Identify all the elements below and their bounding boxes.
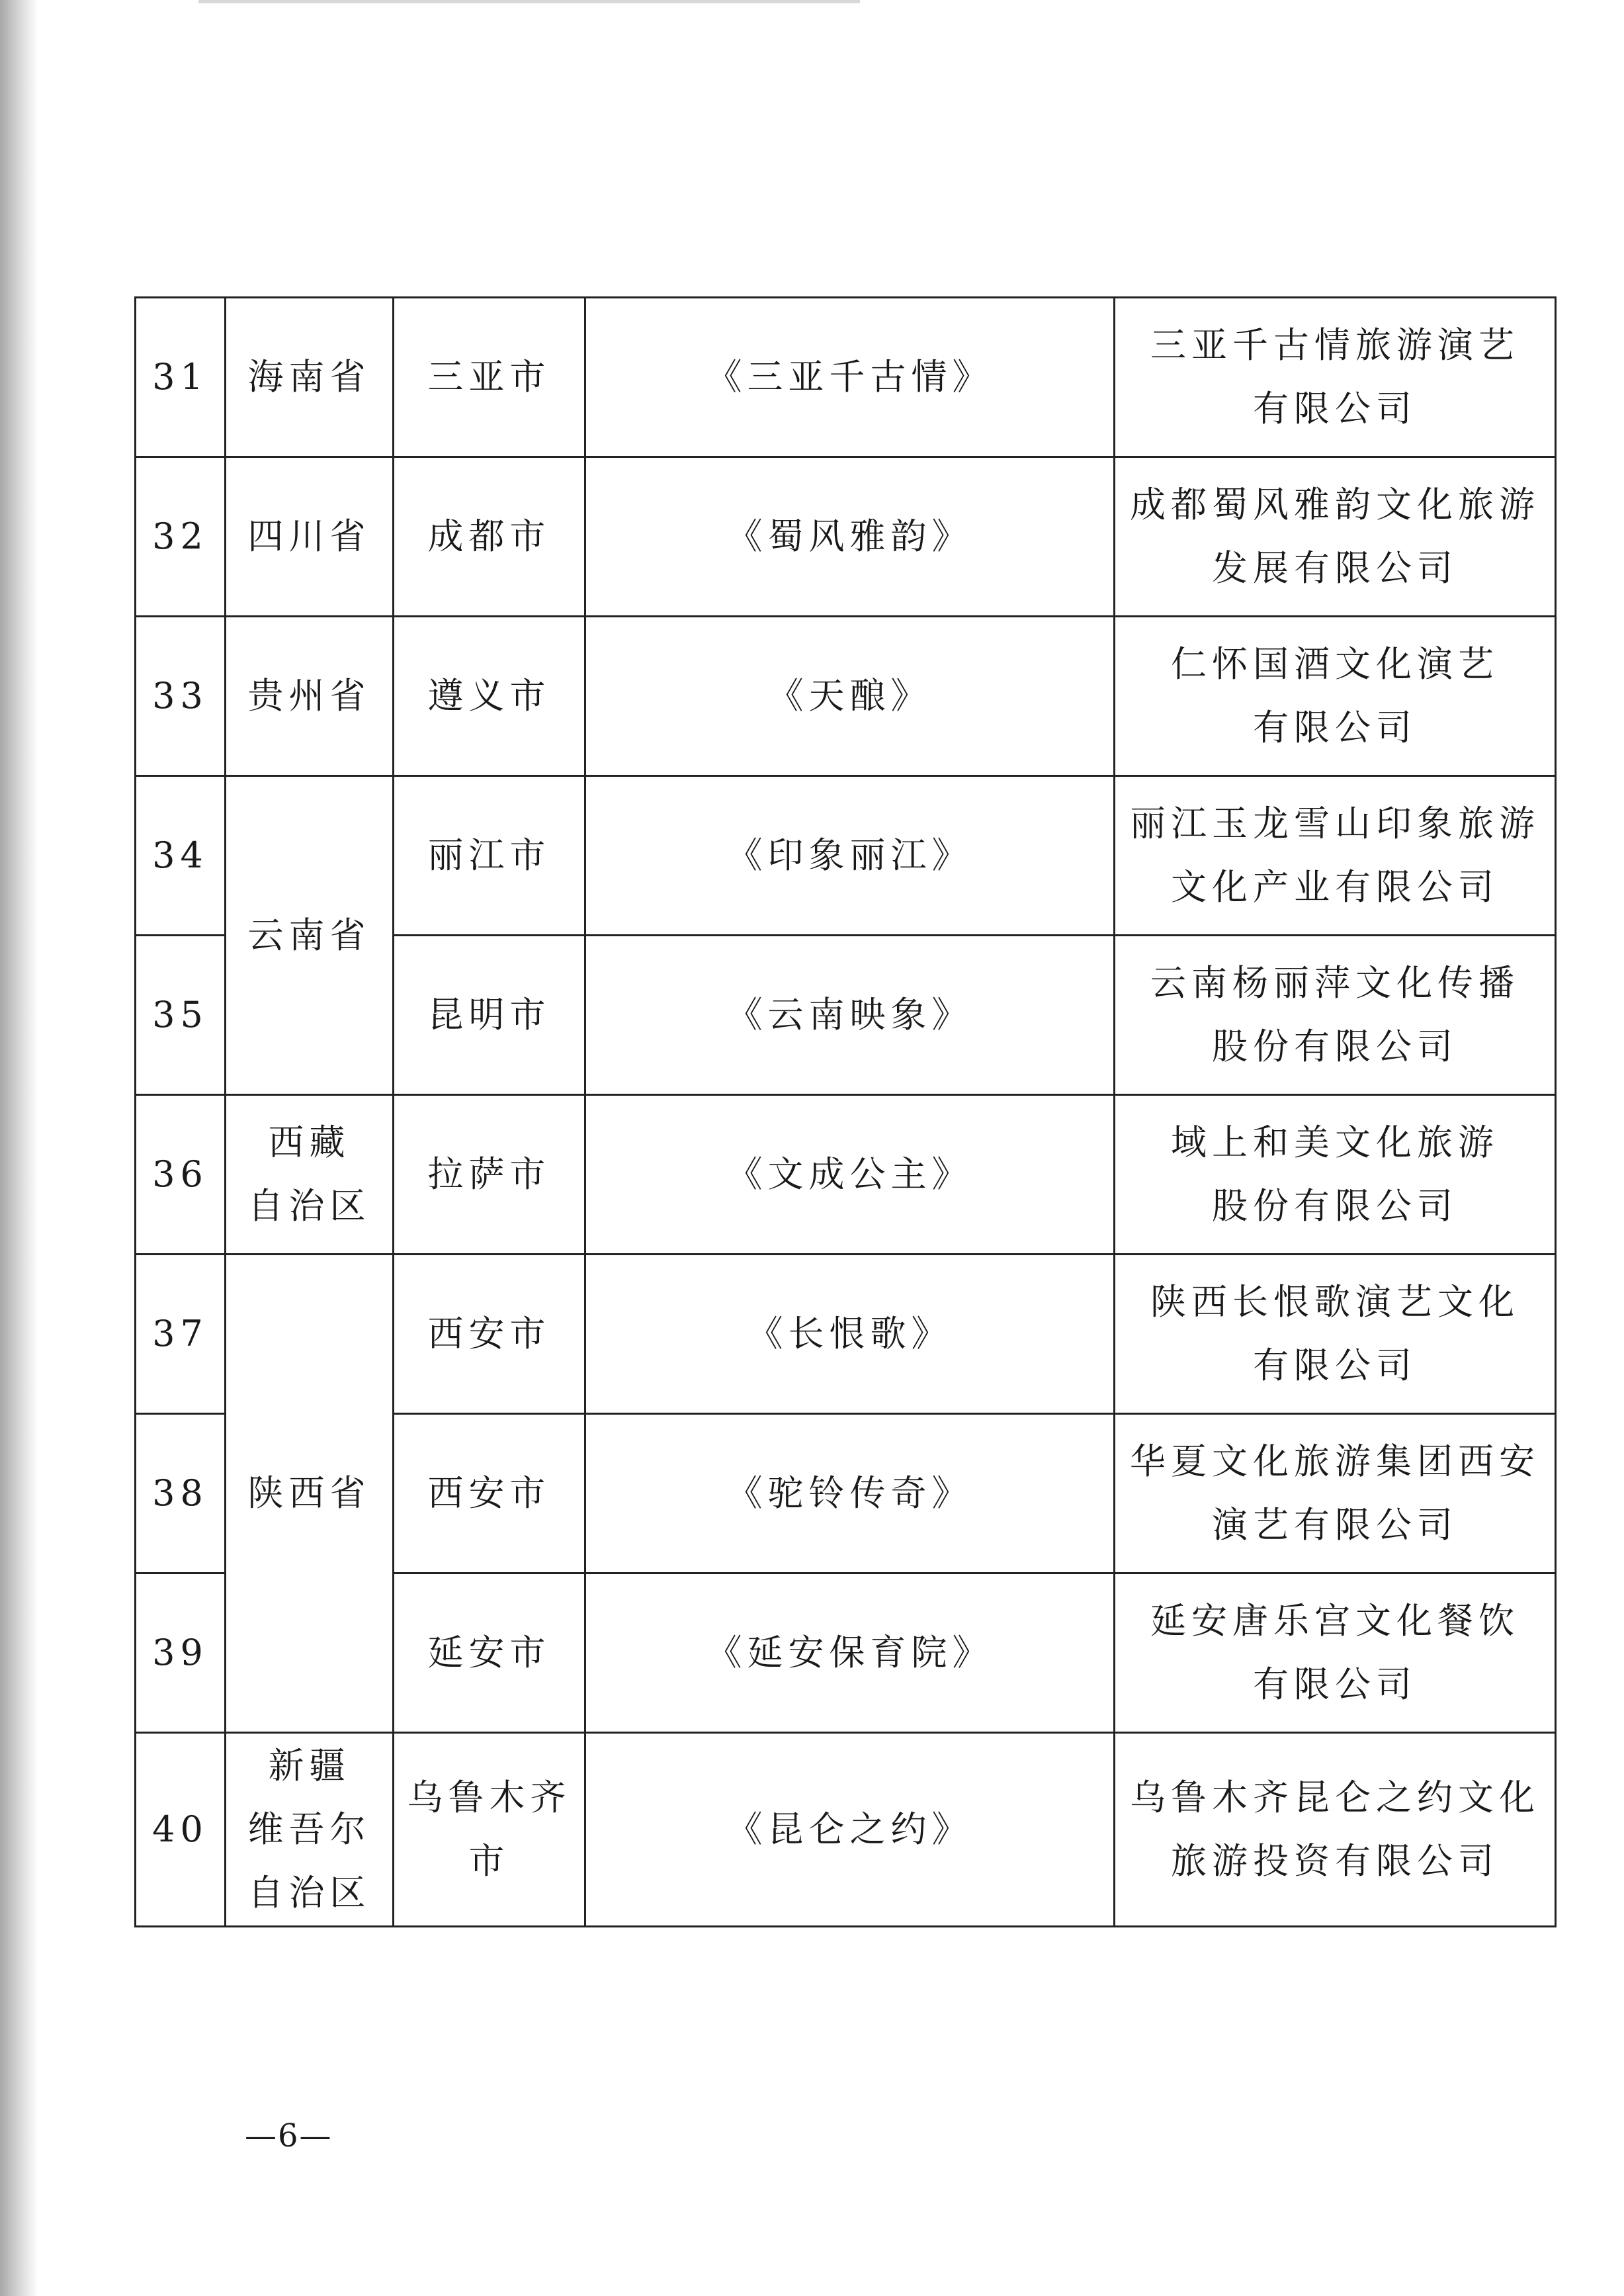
company-line: 文化产业有限公司 <box>1171 866 1499 908</box>
table-row <box>136 457 1556 617</box>
company-line: 有限公司 <box>1253 707 1417 748</box>
title-cell: 《印象丽江》 <box>585 776 1115 936</box>
row-number: 39 <box>136 1573 226 1733</box>
table-row <box>136 776 1556 936</box>
city-cell <box>394 1095 585 1255</box>
city-cell <box>394 936 585 1095</box>
province-line: 自治区 <box>247 1872 371 1914</box>
city-line: 拉萨市 <box>427 1153 551 1195</box>
company-cell <box>1115 1255 1556 1414</box>
table-row <box>136 298 1556 457</box>
table-row <box>136 1095 1556 1255</box>
province-cell <box>226 617 394 776</box>
row-number: 32 <box>136 457 226 617</box>
province-cell <box>226 1255 394 1733</box>
city-line: 丽江市 <box>427 834 551 876</box>
company-line: 延安唐乐宫文化餐饮 <box>1150 1600 1519 1642</box>
province-cell <box>226 457 394 617</box>
city-line: 西安市 <box>427 1313 551 1354</box>
company-line: 华夏文化旅游集团西安 <box>1130 1440 1540 1482</box>
province-line: 维吾尔 <box>247 1808 371 1850</box>
company-line: 仁怀国酒文化演艺 <box>1171 643 1499 685</box>
company-line: 域上和美文化旅游 <box>1171 1122 1499 1163</box>
company-line: 三亚千古情旅游演艺 <box>1150 324 1519 366</box>
title-cell: 《昆仑之约》 <box>585 1733 1115 1927</box>
province-cell <box>226 1733 394 1927</box>
title-cell: 《蜀风雅韵》 <box>585 457 1115 617</box>
city-line: 三亚市 <box>427 356 551 398</box>
table-row <box>136 617 1556 776</box>
company-line: 有限公司 <box>1253 388 1417 429</box>
city-line: 延安市 <box>427 1632 551 1673</box>
table-row <box>136 1255 1556 1414</box>
province-cell <box>226 1095 394 1255</box>
province-line: 贵州省 <box>247 675 371 717</box>
company-cell <box>1115 936 1556 1095</box>
page-number: —6— <box>245 2117 333 2154</box>
title-cell: 《长恨歌》 <box>585 1255 1115 1414</box>
company-line: 有限公司 <box>1253 1663 1417 1705</box>
city-line: 乌鲁木齐 <box>407 1777 572 1818</box>
title-cell: 《文成公主》 <box>585 1095 1115 1255</box>
city-cell <box>394 298 585 457</box>
company-cell <box>1115 1733 1556 1927</box>
row-number: 31 <box>136 298 226 457</box>
company-line: 旅游投资有限公司 <box>1171 1840 1499 1882</box>
company-line: 有限公司 <box>1253 1345 1417 1386</box>
row-number: 34 <box>136 776 226 936</box>
row-number: 33 <box>136 617 226 776</box>
province-cell <box>226 776 394 1095</box>
city-line: 遵义市 <box>427 675 551 717</box>
city-line: 昆明市 <box>427 994 551 1036</box>
title-cell: 《天酿》 <box>585 617 1115 776</box>
title-cell: 《云南映象》 <box>585 936 1115 1095</box>
province-cell <box>226 298 394 457</box>
city-line: 西安市 <box>427 1472 551 1514</box>
row-number: 38 <box>136 1414 226 1573</box>
city-cell <box>394 1733 585 1927</box>
city-cell <box>394 776 585 936</box>
company-cell <box>1115 457 1556 617</box>
title-cell: 《驼铃传奇》 <box>585 1414 1115 1573</box>
city-line: 市 <box>468 1840 510 1882</box>
city-cell <box>394 1414 585 1573</box>
company-line: 成都蜀风雅韵文化旅游 <box>1130 484 1540 525</box>
performance-list-table <box>134 296 1557 1927</box>
company-cell <box>1115 776 1556 936</box>
title-cell: 《三亚千古情》 <box>585 298 1115 457</box>
province-line: 云南省 <box>247 914 371 956</box>
province-line: 陕西省 <box>247 1472 371 1514</box>
province-line: 西藏 <box>268 1122 351 1163</box>
city-cell <box>394 1573 585 1733</box>
scan-edge <box>0 0 38 2296</box>
company-cell <box>1115 1414 1556 1573</box>
company-cell <box>1115 1573 1556 1733</box>
company-line: 股份有限公司 <box>1212 1026 1458 1067</box>
city-cell <box>394 1255 585 1414</box>
row-number: 37 <box>136 1255 226 1414</box>
province-line: 自治区 <box>247 1185 371 1227</box>
company-line: 发展有限公司 <box>1212 547 1458 589</box>
company-line: 乌鲁木齐昆仑之约文化 <box>1130 1777 1540 1818</box>
row-number: 36 <box>136 1095 226 1255</box>
company-cell <box>1115 1095 1556 1255</box>
scan-top-mark <box>198 0 860 3</box>
company-line: 丽江玉龙雪山印象旅游 <box>1130 803 1540 844</box>
city-line: 成都市 <box>427 515 551 557</box>
company-line: 股份有限公司 <box>1212 1185 1458 1227</box>
company-cell <box>1115 617 1556 776</box>
table-row <box>136 1733 1556 1927</box>
title-cell: 《延安保育院》 <box>585 1573 1115 1733</box>
city-cell <box>394 617 585 776</box>
province-line: 新疆 <box>268 1745 351 1787</box>
company-line: 云南杨丽萍文化传播 <box>1150 962 1519 1004</box>
row-number: 40 <box>136 1733 226 1927</box>
province-line: 四川省 <box>247 515 371 557</box>
city-cell <box>394 457 585 617</box>
company-cell <box>1115 298 1556 457</box>
province-line: 海南省 <box>247 356 371 398</box>
row-number: 35 <box>136 936 226 1095</box>
company-line: 演艺有限公司 <box>1212 1504 1458 1546</box>
company-line: 陕西长恨歌演艺文化 <box>1150 1281 1519 1323</box>
